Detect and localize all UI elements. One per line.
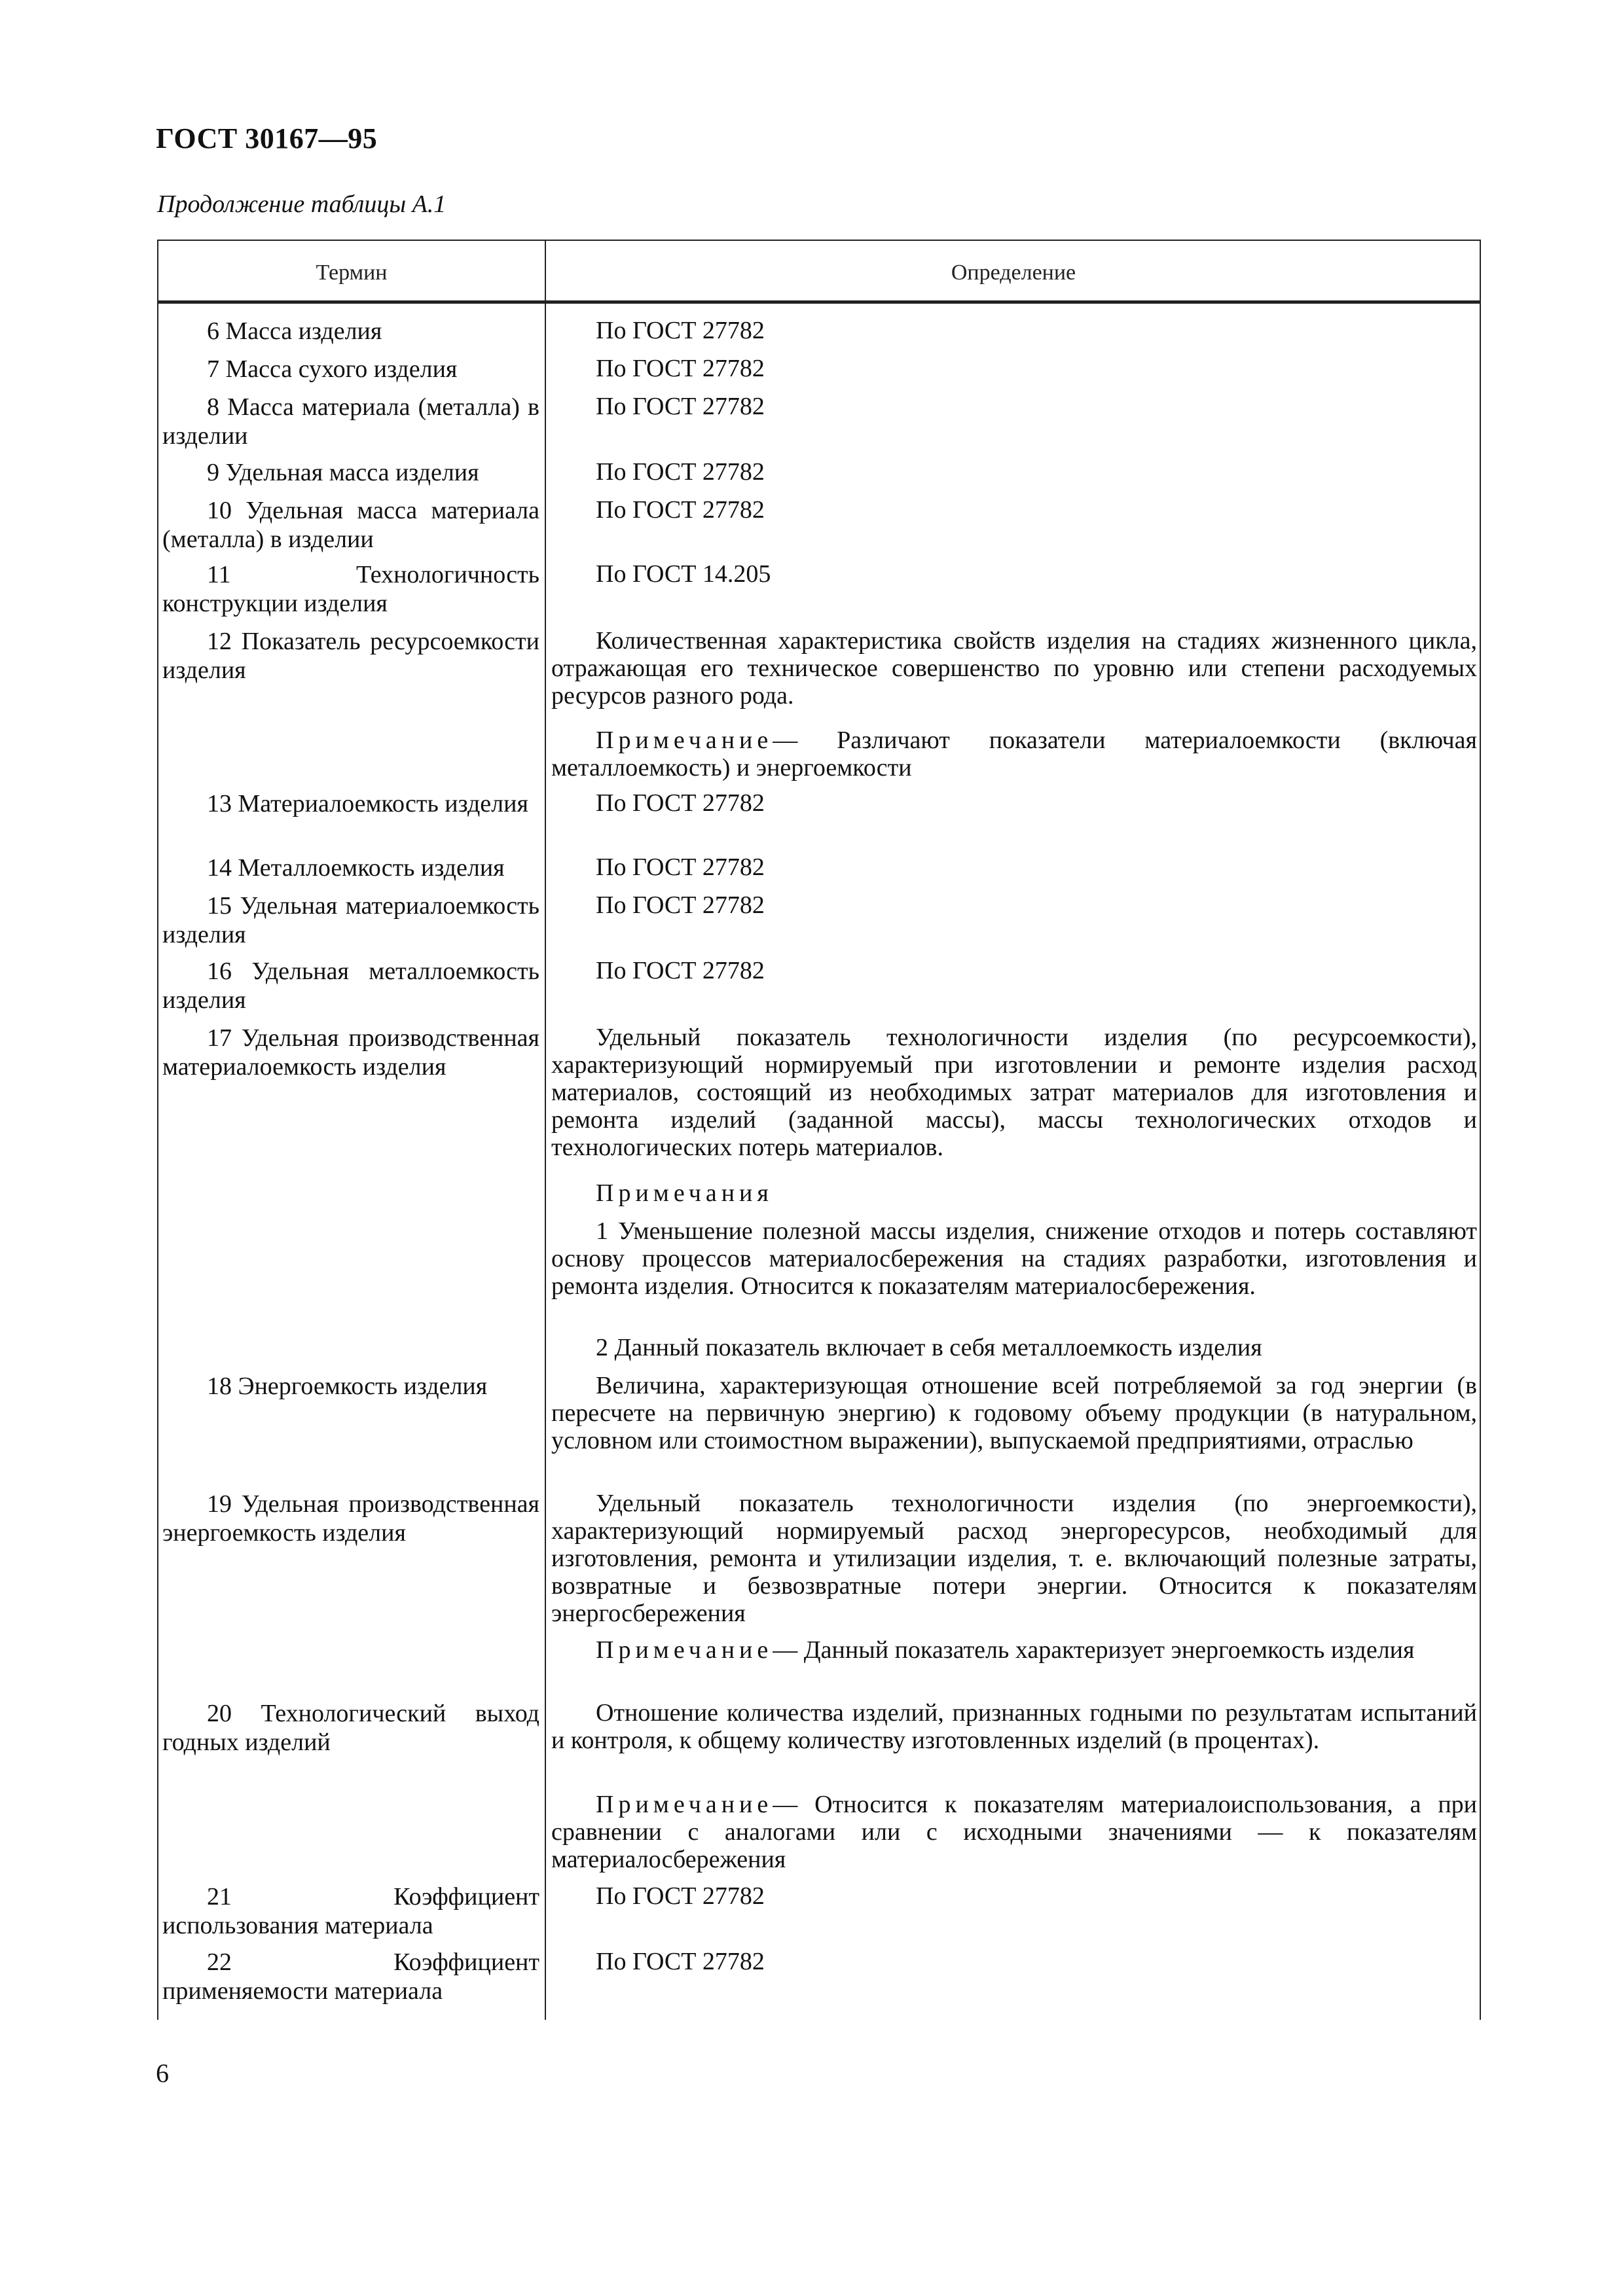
note-cell [546, 726, 1481, 781]
terms-table [157, 240, 1481, 2020]
note-text: — Различают показатели материалоемкости (включая металлоемкость) и энергоемкости [551, 726, 1477, 781]
definition-cell: По ГОСТ 27782 [596, 957, 765, 984]
page-number: 6 [156, 2058, 169, 2088]
definition-cell: По ГОСТ 14.205 [596, 560, 771, 588]
definition-cell: По ГОСТ 27782 [596, 1882, 765, 1910]
definition-cell: Отношение количества изделий, признанных годными по результатам испытаний и контроля, к общему количеству изготовленных изделий (в процентах). [551, 1699, 1477, 1754]
note-label: Примечание [596, 1636, 773, 1664]
definition-cell: Величина, характеризующая отношение всей потребляемой за год энергии (в пересчете на первичную энергию) к годовому объему продукции (в натуральном, условном или стоимостном выражении), выпускаемой предприятиями, отраслью [551, 1372, 1477, 1454]
note-label: Примечание [596, 1791, 773, 1818]
term-cell: 6 Масса изделия [207, 317, 382, 345]
term-cell: 18 Энергоемкость изделия [207, 1372, 488, 1400]
definition-cell: Удельный показатель технологичности изделия (по энергоемкости), характеризующий нормируемый расход энергоресурсов, необходимый для изготовления, ремонта и утилизации изделия, т. е. включающий полезные затраты, возвратные и безвозвратные потери энергии. Относится к показателям энергосбережения [551, 1490, 1477, 1627]
term-cell: 22 Коэффициент применяемости материала [162, 1948, 539, 2005]
term-cell: 16 Удельная металлоемкость изделия [162, 958, 539, 1014]
term-cell: 17 Удельная производственная материалоемкость изделия [162, 1024, 539, 1081]
term-cell: 14 Металлоемкость изделия [207, 854, 505, 882]
term-cell: 20 Технологический выход годных изделий [162, 1700, 539, 1756]
note-label: Примечание [596, 726, 773, 754]
term-cell: 7 Масса сухого изделия [207, 355, 458, 383]
definition-cell: По ГОСТ 27782 [596, 355, 765, 382]
definition-cell: По ГОСТ 27782 [596, 853, 765, 881]
definition-cell: По ГОСТ 27782 [596, 317, 765, 344]
term-cell: 8 Масса материала (металла) в изделии [162, 393, 539, 450]
term-cell: 10 Удельная масса материала (металла) в изделии [162, 497, 539, 553]
term-cell: 9 Удельная масса изделия [207, 459, 479, 486]
note-text: — Относится к показателям материалоиспользования, а при сравнении с аналогами или с исходными значениями — к показателям материалосбережения [551, 1791, 1477, 1873]
definition-cell: По ГОСТ 27782 [596, 496, 765, 524]
note-cell [546, 1636, 1481, 1664]
column-header-term: Термин [316, 260, 388, 285]
term-cell: 12 Показатель ресурсоемкости изделия [162, 628, 539, 684]
definition-cell: Удельный показатель технологичности изделия (по ресурсоемкости), характеризующий нормируемый при изготовлении и ремонте изделия расход материалов, состоящий из необходимых затрат материалов для изготовления и ремонта изделий (заданной массы), массы технологических отходов и технологических потерь материалов. [551, 1024, 1477, 1161]
term-cell: 19 Удельная производственная энергоемкость изделия [162, 1490, 539, 1547]
note-text: — Данный показатель характеризует энергоемкость изделия [773, 1636, 1415, 1664]
definition-cell: По ГОСТ 27782 [596, 458, 765, 486]
definition-cell: По ГОСТ 27782 [596, 789, 765, 817]
table-header-row [158, 241, 1480, 304]
term-cell: 15 Удельная материалоемкость изделия [162, 892, 539, 948]
definition-cell: По ГОСТ 27782 [596, 891, 765, 919]
note-cell: 1 Уменьшение полезной массы изделия, снижение отходов и потерь составляют основу процессов материалосбережения на стадиях разработки, изготовления и ремонта изделия. Относится к показателям материалосбережения. [551, 1217, 1477, 1300]
column-header-definition: Определение [951, 260, 1076, 285]
note-cell [546, 1179, 1481, 1207]
document-id: ГОСТ 30167—95 [156, 122, 378, 154]
table-caption: Продолжение таблицы А.1 [157, 190, 447, 218]
notes-label: Примечания [596, 1179, 773, 1207]
note-cell: 2 Данный показатель включает в себя металлоемкость изделия [596, 1334, 1262, 1361]
term-cell: 13 Материалоемкость изделия [207, 790, 528, 817]
definition-cell: Количественная характеристика свойств изделия на стадиях жизненного цикла, отражающая его техническое совершенство по уровню или степени расходуемых ресурсов разного рода. [551, 627, 1477, 709]
term-cell: 21 Коэффициент использования материала [162, 1883, 539, 1939]
definition-cell: По ГОСТ 27782 [596, 393, 765, 420]
term-cell: 11 Технологичность конструкции изделия [162, 561, 539, 617]
note-cell [546, 1791, 1481, 1873]
definition-cell: По ГОСТ 27782 [596, 1948, 765, 1975]
